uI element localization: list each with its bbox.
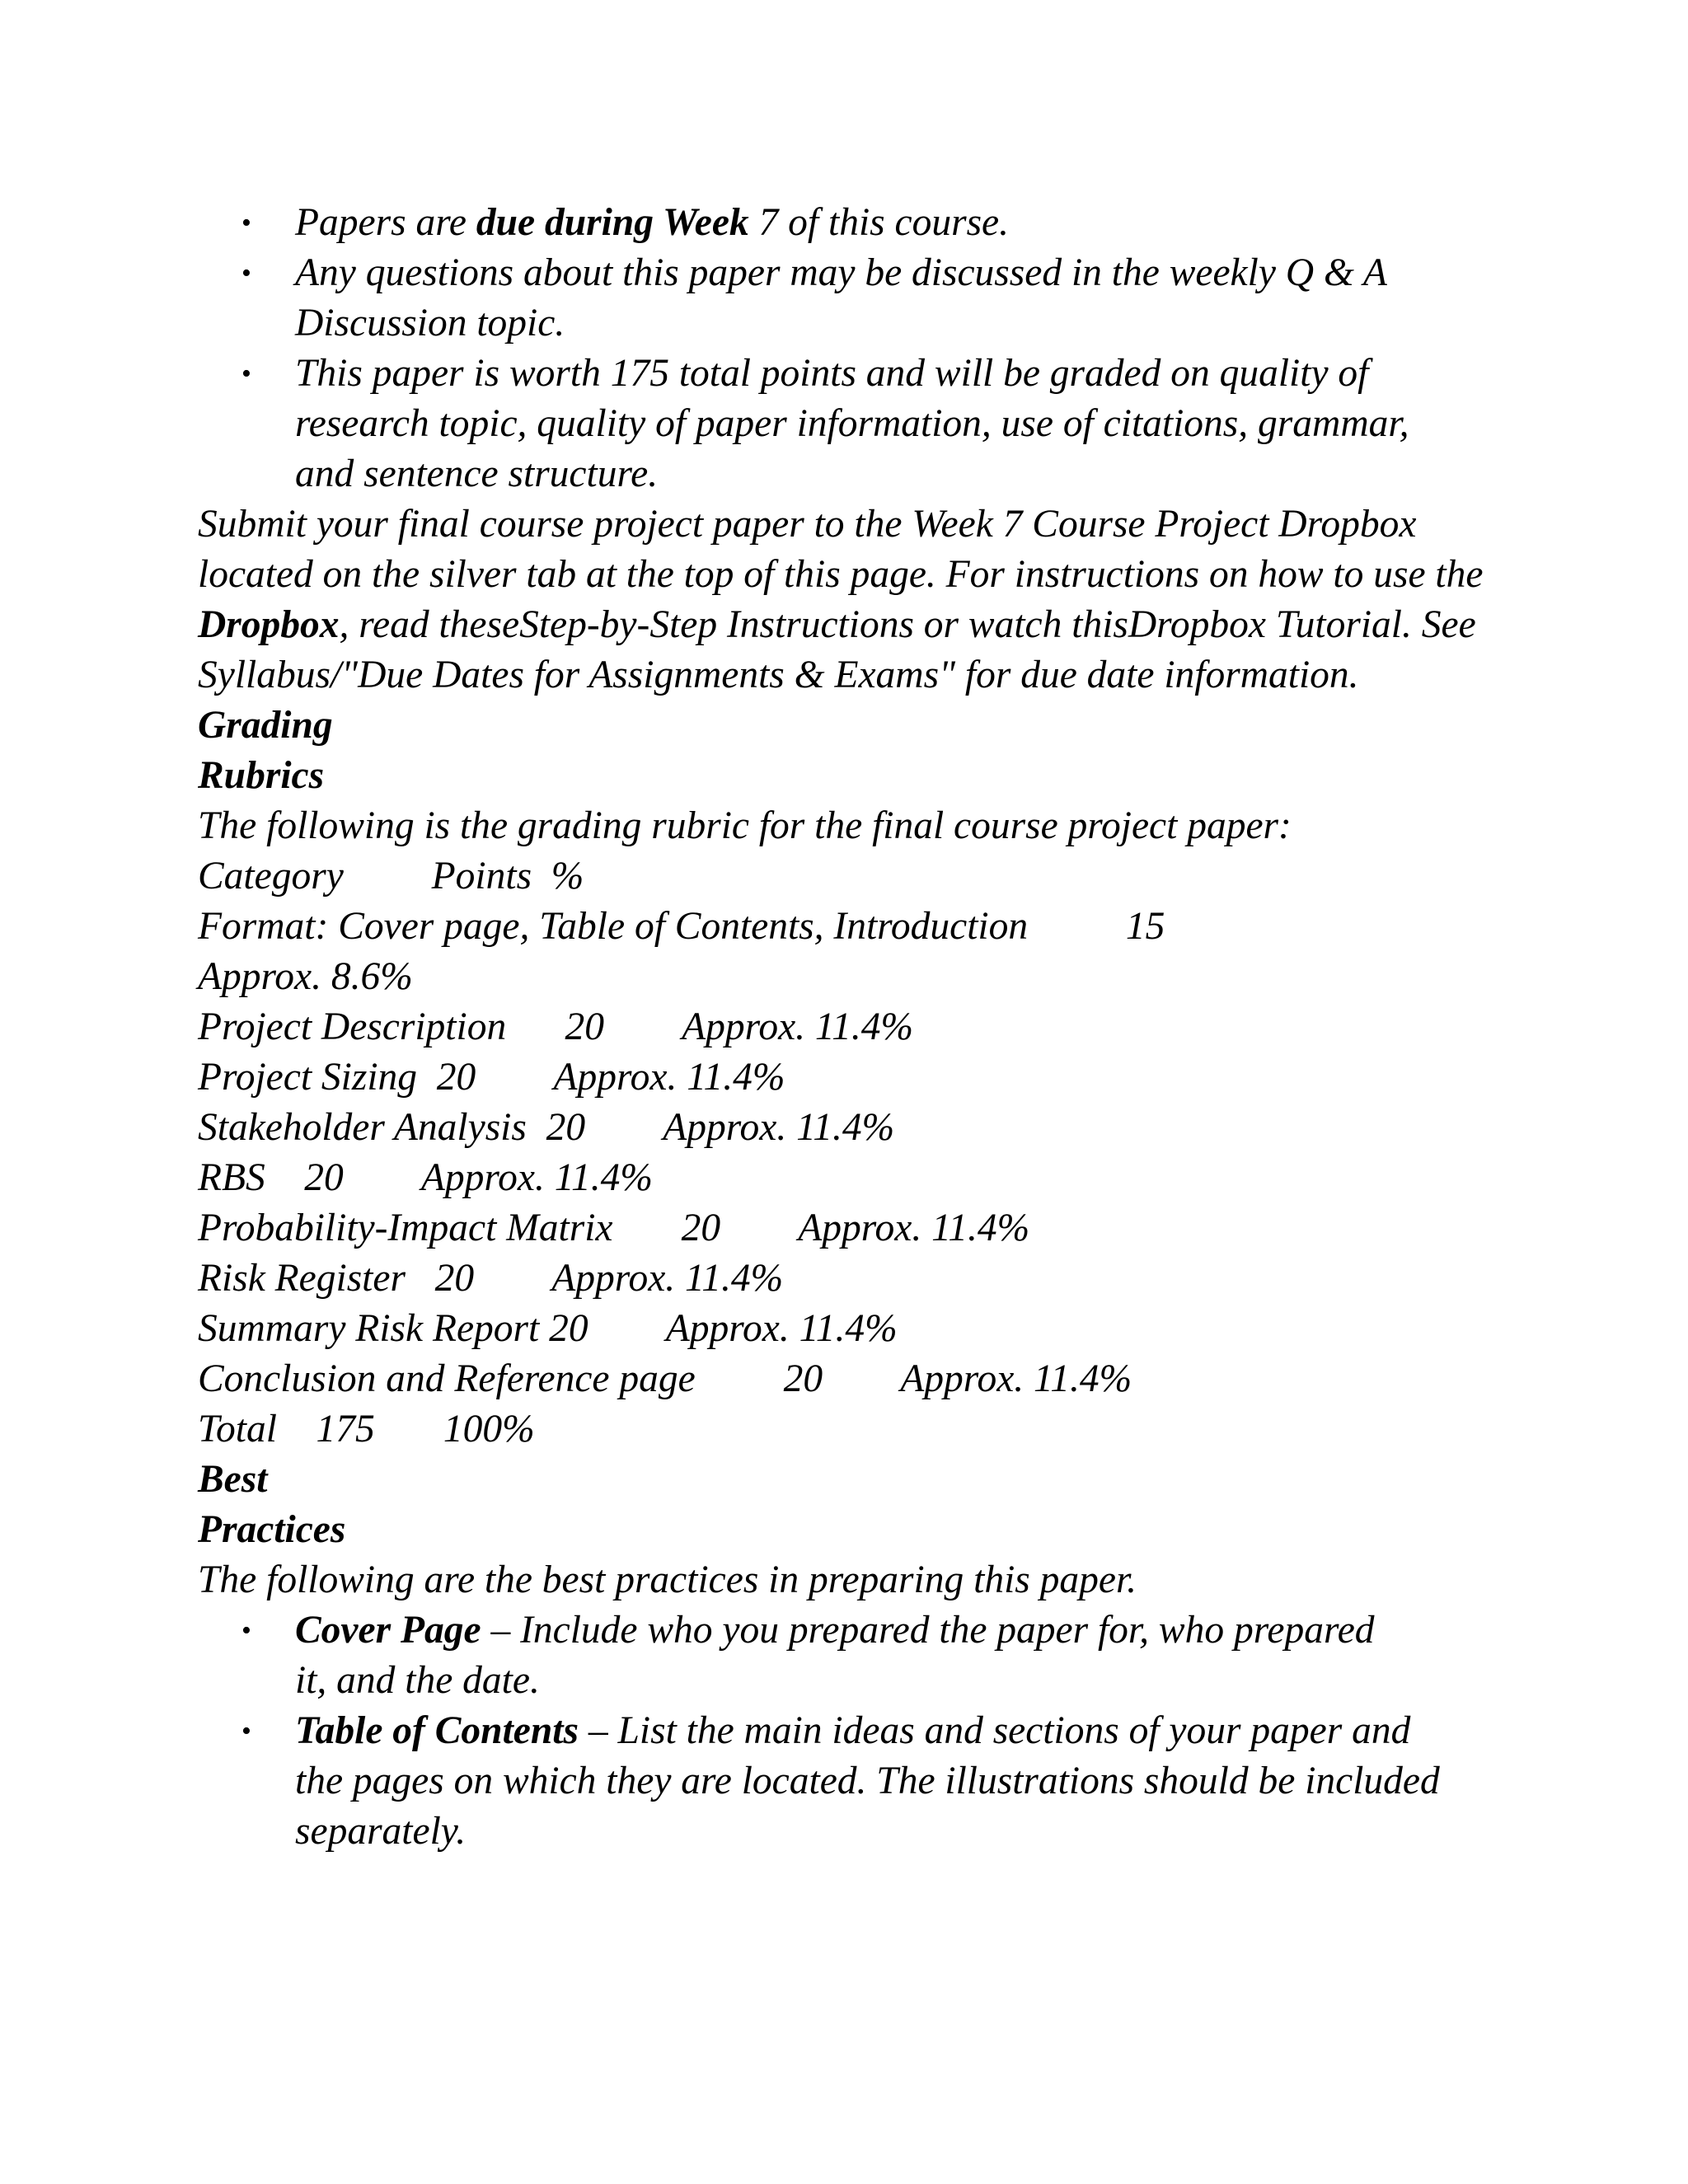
section-heading: Rubrics: [198, 754, 325, 797]
list-item-text: 7 of this course.: [748, 201, 1010, 244]
list-item: [198, 1706, 1459, 1857]
list-item: [198, 198, 1459, 248]
list-item-text: – Include who you prepared the paper for, who prepared it, and the date.: [295, 1609, 1375, 1702]
best-practices-intro: The following are the best practices in preparing this paper.: [198, 1558, 1137, 1601]
list-item-text: Papers are: [295, 201, 476, 244]
bullet-icon: •: [241, 258, 251, 288]
list-item-emphasis: due during Week: [476, 201, 749, 244]
top-bullet-list: [198, 198, 1500, 499]
section-heading: Best: [198, 1458, 268, 1501]
rubric-row: Risk Register 20 Approx. 11.4%: [198, 1257, 784, 1300]
submit-text: Submit your final course project paper to the Week 7 Course Project Dropbox located on the silver tab at the top of this page. For instructions on how to use the: [198, 503, 1484, 596]
rubric-header: Category Points %: [198, 855, 584, 898]
rubric-intro: The following is the grading rubric for the final course project paper:: [198, 804, 1292, 847]
rubric-row: Format: Cover page, Table of Contents, Introduction 15: [198, 905, 1165, 948]
rubric-row: Stakeholder Analysis 20 Approx. 11.4%: [198, 1106, 895, 1149]
section-heading: Grading: [198, 704, 333, 747]
list-item-text: This paper is worth 175 total points and will be graded on quality of research topic, quality of paper information, use of citations, grammar, and sentence structure.: [295, 352, 1409, 495]
list-item-emphasis: Table of Contents: [295, 1709, 579, 1752]
rubric-row: Summary Risk Report 20 Approx. 11.4%: [198, 1307, 898, 1350]
rubric-row: Project Description 20 Approx. 11.4%: [198, 1005, 914, 1048]
bullet-icon: •: [241, 1615, 251, 1646]
dropbox-emphasis: Dropbox: [198, 603, 340, 646]
rubric-row: Project Sizing 20 Approx. 11.4%: [198, 1056, 785, 1099]
submit-paragraph: [198, 499, 1500, 701]
section-heading: Practices: [198, 1508, 346, 1551]
list-item-text: Any questions about this paper may be discussed in the weekly Q & A Discussion topic.: [295, 251, 1387, 344]
rubric-table: [198, 902, 1500, 1455]
bullet-icon: •: [241, 208, 251, 238]
list-item: [198, 349, 1459, 499]
bullet-icon: •: [241, 1716, 251, 1746]
document-page: [198, 198, 1500, 1857]
rubric-row: Total 175 100%: [198, 1408, 535, 1451]
submit-text: , read theseStep-by-Step Instructions or watch thisDropbox Tutorial. See Syllabus/"Due Dates for Assignments & Exams" for due date information.: [198, 603, 1476, 696]
list-item-text: – List the main ideas and sections of your paper and the pages on which they are located. The illustrations should be included separately.: [295, 1709, 1440, 1853]
best-practices-list: [198, 1605, 1500, 1857]
list-item-emphasis: Cover Page: [295, 1609, 481, 1652]
rubric-row: RBS 20 Approx. 11.4%: [198, 1156, 653, 1199]
list-item: [198, 248, 1459, 349]
bullet-icon: •: [241, 359, 251, 389]
rubric-row: Probability-Impact Matrix 20 Approx. 11.4%: [198, 1207, 1030, 1249]
list-item: [198, 1605, 1459, 1706]
rubric-row: Conclusion and Reference page 20 Approx. 11.4%: [198, 1357, 1132, 1400]
rubric-row: Approx. 8.6%: [198, 955, 413, 998]
